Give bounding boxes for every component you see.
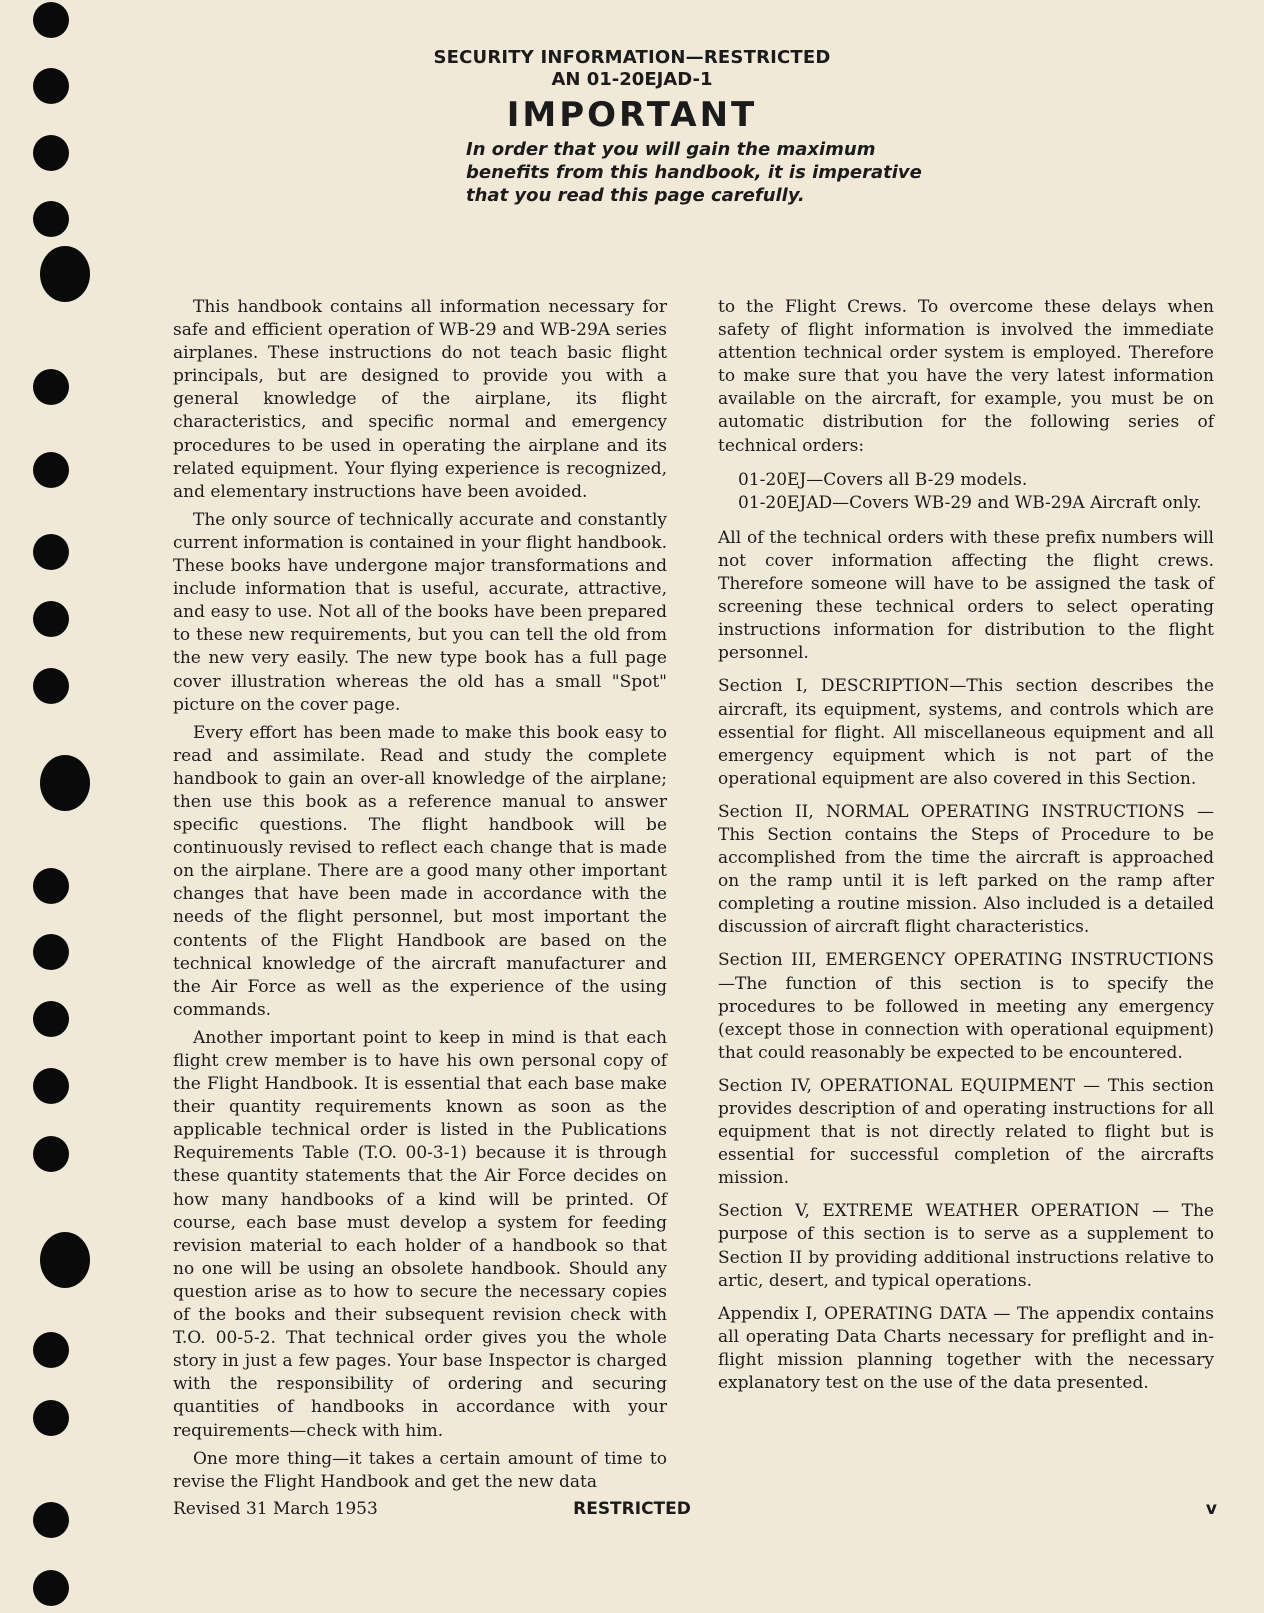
binder-hole: [33, 1136, 69, 1172]
security-classification: SECURITY INFORMATION—RESTRICTED: [433, 47, 831, 68]
right-column: [718, 296, 1214, 1405]
binder-hole: [40, 246, 90, 302]
paragraph: The only source of technically accurate and constantly current information is contained in your flight handbook. These books have undergone major transformations and include information that is useful, accurate, attractive, and easy to use. Not all of the books have been prepared to these new requirements, but you can tell the old from the new very easily. The new type book has a full page cover illustration whereas the old has a small "Spot" picture on the cover page.: [173, 509, 667, 715]
paragraph: Every effort has been made to make this book easy to read and assimilate. Read and study the complete handbook to gain an over-all knowledge of the airplane; then use this book as a reference manual to answer specific questions. The flight handbook will be continuously revised to reflect each change that is made on the airplane. There are a good many other important changes that have been made in accordance with the needs of the flight personnel, but most important the contents of the Flight Handbook are based on the technical knowledge of the aircraft manufacturer and the Air Force as well as the experience of the using commands.: [173, 722, 667, 1020]
binder-hole: [33, 534, 69, 570]
page-number: v: [1205, 1499, 1217, 1519]
section-description: Section IV, OPERATIONAL EQUIPMENT — This section provides description of and operating instructions for all equipment that is not directly related to flight but is essential for successful completion of the aircrafts mission.: [718, 1075, 1214, 1189]
page-header: [0, 47, 1264, 137]
technical-order-series-list: [738, 469, 1214, 515]
left-column: [173, 296, 667, 1499]
paragraph: to the Flight Crews. To overcome these delays when safety of flight information is involved the immediate attention technical order system is employed. Therefore to make sure that you have the very latest information available on the aircraft, for example, you must be on automatic distribution for the following series of technical orders:: [718, 297, 1214, 456]
binder-hole: [33, 668, 69, 704]
list-item: 01-20EJ—Covers all B-29 models.: [738, 469, 1028, 490]
document-number: AN 01-20EJAD-1: [551, 69, 713, 90]
paragraph: Another important point to keep in mind is that each flight crew member is to have his own personal copy of the Flight Handbook. It is essential that each base make their quantity requirements known as soon as the applicable technical order is listed in the Publications Requirements Table (T.O. 00-3-1) because it is through these quantity statements that the Air Force decides on how many handbooks of a kind will be printed. Of course, each base must develop a system for feeding revision material to each holder of a handbook so that no one will be using an obsolete handbook. Should any question arise as to how to secure the necessary copies of the books and their subsequent revision check with T.O. 00-5-2. That technical order gives you the whole story in just a few pages. Your base Inspector is charged with the responsibility of ordering and securing quantities of handbooks in accordance with your requirements—check with him.: [173, 1027, 667, 1441]
binder-hole: [40, 755, 90, 811]
paragraph: One more thing—it takes a certain amount of time to revise the Flight Handbook and get the new data: [173, 1448, 667, 1492]
section-description: Section I, DESCRIPTION—This section describes the aircraft, its equipment, systems, and controls which are essential for flight. All miscellaneous equipment and all emergency equipment which is not part of the operational equipment are also covered in this Section.: [718, 676, 1214, 789]
binder-hole: [33, 1332, 69, 1368]
binder-hole: [33, 934, 69, 970]
section-description: Section V, EXTREME WEATHER OPERATION — The purpose of this section is to serve as a supplement to Section II by providing additional instructions relative to artic, desert, and typical operations.: [718, 1201, 1214, 1291]
binder-hole: [33, 868, 69, 904]
binder-hole: [40, 1232, 90, 1288]
binder-hole: [33, 1001, 69, 1037]
binder-hole: [33, 452, 69, 488]
binder-hole: [33, 1068, 69, 1104]
section-description: Appendix I, OPERATING DATA — The appendix contains all operating Data Charts necessary for preflight and in-flight mission planning together with the necessary explanatory test on the use of the data presented.: [718, 1303, 1214, 1394]
binder-hole: [33, 135, 69, 171]
intro-statement: In order that you will gain the maximum benefits from this handbook, it is imperative that you read this page carefully.: [466, 139, 922, 206]
list-item: 01-20EJAD—Covers WB-29 and WB-29A Aircraft only.: [738, 492, 1202, 513]
binder-hole: [33, 601, 69, 637]
page-footer: [0, 1499, 1264, 1525]
page-title: IMPORTANT: [506, 95, 758, 135]
binder-hole: [33, 201, 69, 237]
binder-hole: [33, 1570, 69, 1606]
section-description: Section II, NORMAL OPERATING INSTRUCTIONS —This Section contains the Steps of Procedure to be accomplished from the time the aircraft is approached on the ramp until it is left parked on the ramp after completing a routine mission. Also included is a detailed discussion of aircraft flight characteristics.: [718, 801, 1214, 938]
footer-classification: RESTRICTED: [573, 1499, 691, 1519]
revision-date: Revised 31 March 1953: [173, 1499, 378, 1519]
binder-hole: [33, 1400, 69, 1436]
paragraph: This handbook contains all information necessary for safe and efficient operation of WB-29 and WB-29A series airplanes. These instructions do not teach basic flight principals, but are designed to provide you with a general knowledge of the airplane, its flight characteristics, and specific normal and emergency procedures to be used in operating the airplane and its related equipment. Your flying experience is recognized, and elementary instructions have been avoided.: [173, 297, 667, 502]
binder-hole: [33, 2, 69, 38]
paragraph: All of the technical orders with these prefix numbers will not cover information affecting the flight crews. Therefore someone will have to be assigned the task of screening these technical orders to select operating instructions information for distribution to the flight personnel.: [718, 527, 1214, 664]
section-description: Section III, EMERGENCY OPERATING INSTRUCTIONS—The function of this section is to specify the procedures to be followed in meeting any emergency (except those in connection with operational equipment) that could reasonably be expected to be encountered.: [718, 950, 1214, 1063]
binder-hole: [33, 369, 69, 405]
